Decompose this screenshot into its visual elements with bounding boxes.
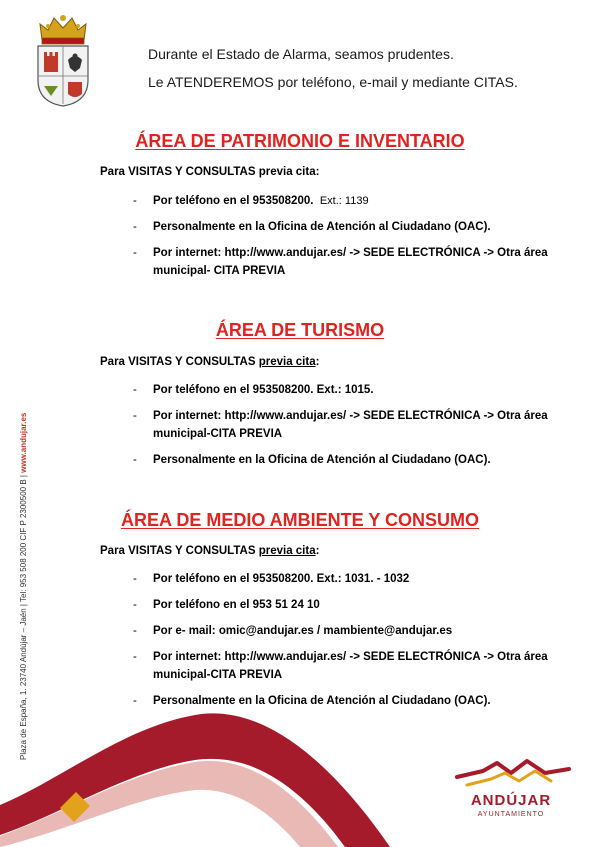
list-item: - Por teléfono en el 953508200. Ext.: 1015. [133, 381, 573, 399]
logo-subtitle: AYUNTAMIENTO [477, 811, 545, 818]
list-item: - Por teléfono en el 953508200. Ext.: 1031. - 1032 [133, 570, 573, 588]
section-title-turismo: ÁREA DE TURISMO [215, 320, 385, 340]
intro-line-1: Durante el Estado de Alarma, seamos prudentes. [148, 46, 454, 62]
side-address-text: Plaza de España, 1. 23740 Andújar – Jaén | Tel: 953 508 200 CIF P 2300500 B | www.andujar.es [19, 412, 28, 760]
section-lead: Para VISITAS Y CONSULTAS previa cita: [100, 166, 320, 178]
section-title-medio-ambiente: ÁREA DE MEDIO AMBIENTE Y CONSUMO [120, 510, 480, 530]
list-item: - Por internet: http://www.andujar.es/ -> SEDE ELECTRÓNICA -> Otra área municipal- CITA PREVIA [133, 244, 573, 280]
section-title-patrimonio: ÁREA DE PATRIMONIO E INVENTARIO [135, 131, 465, 151]
website-link[interactable]: www.andujar.es [19, 412, 28, 473]
section-lead: Para VISITAS Y CONSULTAS previa cita: [100, 545, 320, 557]
list-item: - Por internet: http://www.andujar.es/ -> SEDE ELECTRÓNICA -> Otra área municipal-CITA PREVIA [133, 407, 573, 443]
list-item: - Por teléfono en el 953508200. Ext.: 1139 [133, 192, 573, 210]
intro-line-2: Le ATENDEREMOS por teléfono, e-mail y mediante CITAS. [148, 74, 518, 90]
list-item: - Por internet: http://www.andujar.es/ -> SEDE ELECTRÓNICA -> Otra área municipal-CITA PREVIA [133, 648, 573, 684]
list-item: - Personalmente en la Oficina de Atención al Ciudadano (OAC). [133, 692, 573, 710]
list-item: - Por e- mail: omic@andujar.es / mambiente@andujar.es [133, 622, 573, 640]
extension-number: Ext.: 1139 [319, 195, 369, 207]
list-item: - Personalmente en la Oficina de Atención al Ciudadano (OAC). [133, 218, 573, 236]
section-lead: Para VISITAS Y CONSULTAS previa cita: [100, 356, 320, 368]
list-item: - Por teléfono en el 953 51 24 10 [133, 596, 573, 614]
logo-wordmark: ANDÚJAR [470, 792, 552, 809]
list-item: - Personalmente en la Oficina de Atención al Ciudadano (OAC). [133, 451, 573, 469]
